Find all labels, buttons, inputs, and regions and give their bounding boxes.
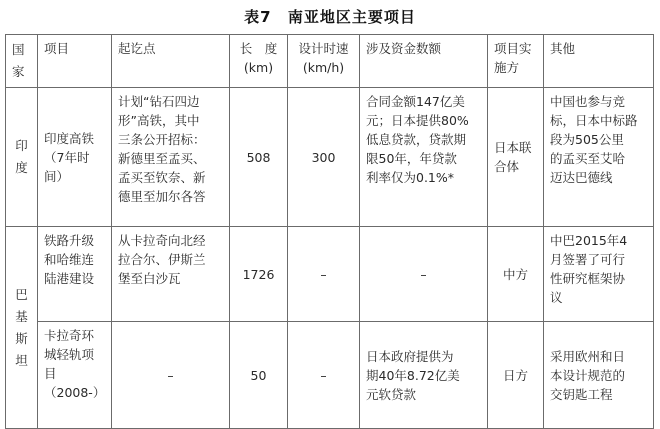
other-cell: 中巴2015年4 月签署了可行 性研究框架协 议 (544, 227, 654, 322)
header-row (6, 35, 654, 88)
header-speed: 设计时速 (km/h) (288, 35, 360, 88)
table-number: 表7 (244, 8, 272, 26)
table-row (6, 88, 654, 227)
start-end-cell: 从卡拉奇向北经 拉合尔、伊斯兰 堡至白沙瓦 (112, 227, 230, 322)
implementer-cell: 日本联 合体 (488, 88, 544, 227)
country-cell-india: 印度 (6, 88, 38, 227)
table-row (6, 227, 654, 322)
header-project: 项目 (38, 35, 112, 88)
other-cell: 采用欧州和日 本设计规范的 交钥匙工程 (544, 322, 654, 429)
table-title (0, 6, 660, 27)
project-cell: 卡拉奇环 城轻轨项 目 （2008-） (38, 322, 112, 429)
country-cell-pakistan: 巴基斯坦 (6, 227, 38, 429)
funding-cell: 合同金额147亿美 元；日本提供80% 低息贷款，贷款期 限50年，年贷款 利率仅为0.1%* (360, 88, 488, 227)
speed-cell: 300 (288, 88, 360, 227)
length-cell: 508 (230, 88, 288, 227)
start-end-cell: – (112, 322, 230, 429)
start-end-cell: 计划“钻石四边 形”高铁，其中 三条公开招标： 新德里至孟买、 孟买至钦奈、新 德里至加尔各答 (112, 88, 230, 227)
header-start-end: 起讫点 (112, 35, 230, 88)
length-cell: 1726 (230, 227, 288, 322)
header-implementer: 项目实 施方 (488, 35, 544, 88)
implementer-cell: 中方 (488, 227, 544, 322)
header-other: 其他 (544, 35, 654, 88)
project-cell: 铁路升级 和哈维连 陆港建设 (38, 227, 112, 322)
header-length: 长 度 (km) (230, 35, 288, 88)
header-country: 国家 (6, 35, 38, 88)
length-cell: 50 (230, 322, 288, 429)
funding-cell: 日本政府提供为 期40年8.72亿美 元软贷款 (360, 322, 488, 429)
table-title-text: 南亚地区主要项目 (287, 8, 416, 26)
speed-cell: – (288, 227, 360, 322)
project-cell: 印度高铁 （7年时 间） (38, 88, 112, 227)
speed-cell: – (288, 322, 360, 429)
table-row (6, 322, 654, 429)
south-asia-projects-table (5, 34, 654, 429)
funding-cell: – (360, 227, 488, 322)
header-funding: 涉及资金数额 (360, 35, 488, 88)
implementer-cell: 日方 (488, 322, 544, 429)
other-cell: 中国也参与竞 标，日本中标路 段为505公里 的孟买至艾哈 迈达巴德线 (544, 88, 654, 227)
